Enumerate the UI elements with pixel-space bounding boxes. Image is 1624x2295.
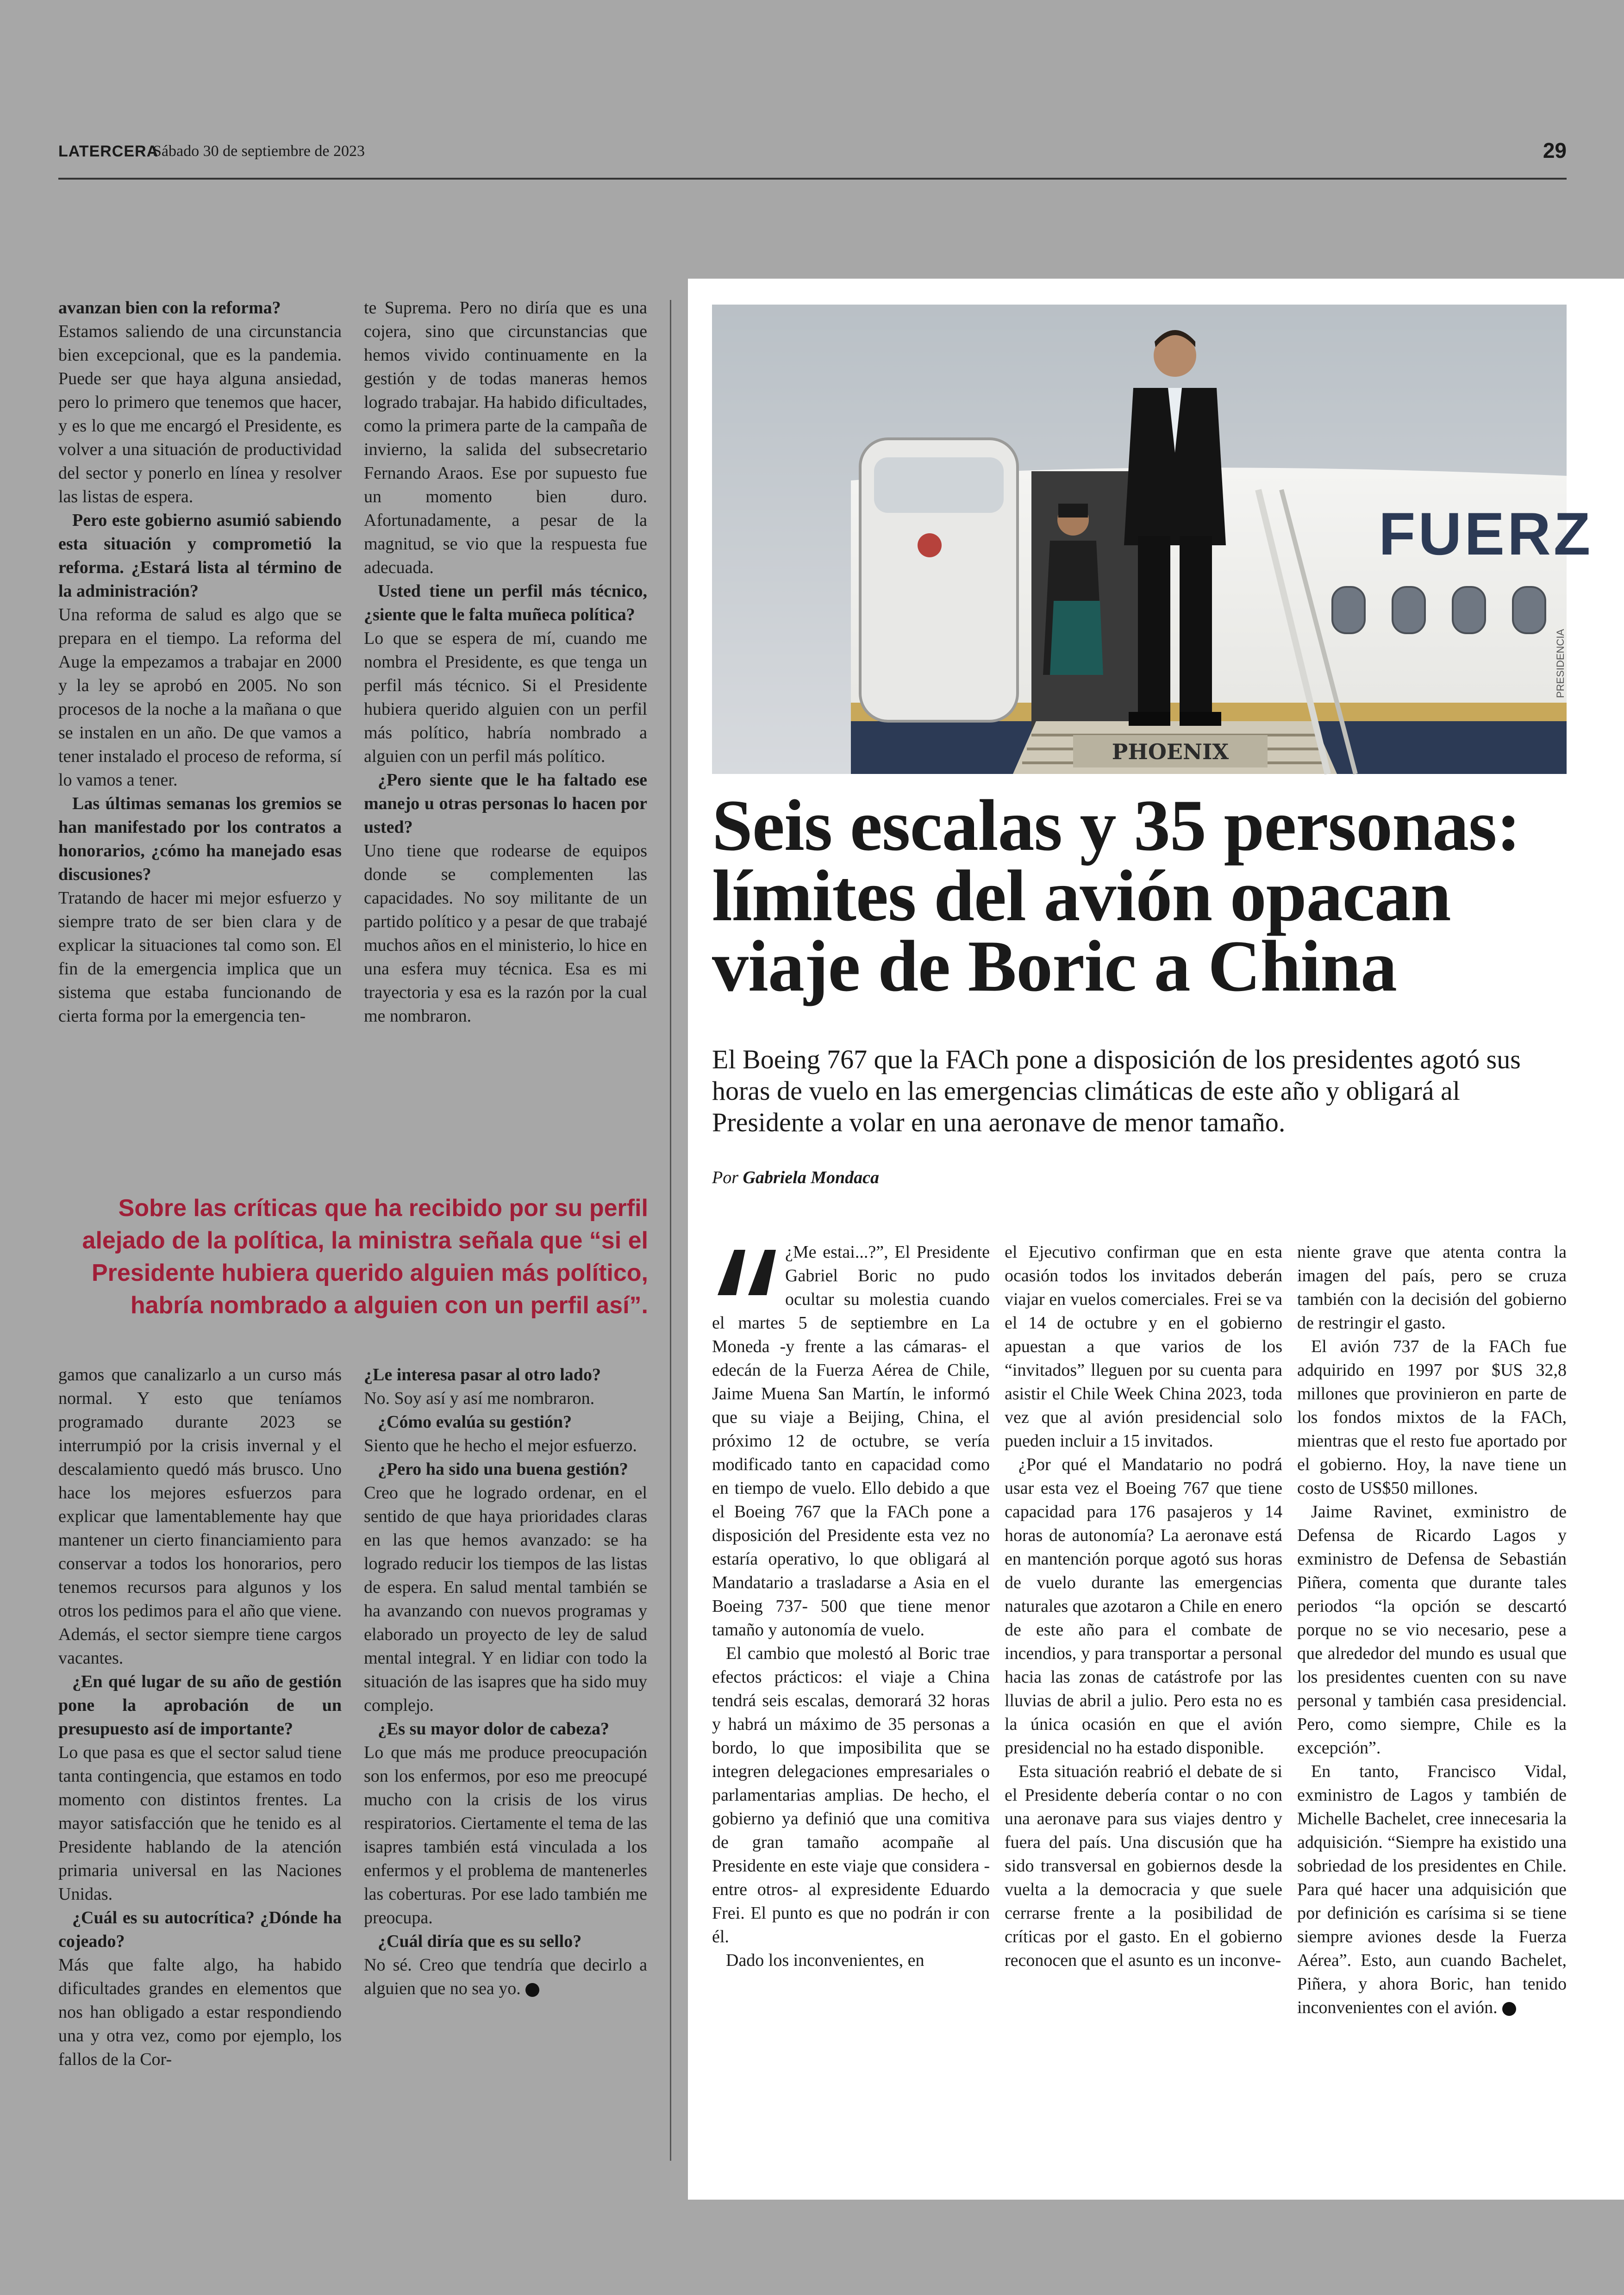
byline-prefix: Por <box>712 1168 738 1187</box>
end-of-article-mark <box>525 1983 539 1997</box>
interview-question: Pero este gobierno asumió sabiendo esta situación y comprometió la reforma. ¿Estará lista al término de la administración? <box>58 511 342 601</box>
article-headline: Seis escalas y 35 personas: límites del avión opacan viaje de Boric a China <box>712 785 1521 1007</box>
interview-answer: No. Soy así y así me nombraron. <box>364 1389 595 1408</box>
interview-answer: Creo que he logrado ordenar, en el sentido de que haya prioridades claras en las que hemos avanzado: se ha logrado reducir los tiempos de las listas de espera. En salud mental también se ha avanzando con nuevos programas y elaborado un proyecto de ley de salud mental integral. Y en lidiar con todo la situación de las isapres que ha sido muy complejo. <box>364 1483 647 1715</box>
interview-question: ¿Pero siente que le ha faltado ese manejo u otras personas lo hacen por usted? <box>364 770 647 837</box>
interview-answer: gamos que canalizarlo a un curso más normal. Y esto que teníamos programado durante 2023 se interrumpió por la crisis invernal y el descalamiento quedó más brusco. Uno hace los mejores esfuerzos para explicar que lamentablemente hay que mantener un cierto financiamiento para conservar a todos los honorarios, pero tenemos recursos para algunos y los otros los pedimos para el año que viene. Además, el sector siempre tiene cargos vacantes. <box>58 1365 342 1668</box>
interview-question: ¿Cómo evalúa su gestión? <box>378 1412 572 1432</box>
interview-column-1-bottom <box>58 1363 342 2164</box>
article-paragraph: Esta situación reabrió el debate de si el Presidente debería contar o no con una aeronave para sus viajes dentro y fuera del país. Una discusión que ha sido transversal en gobiernos desde la vuelta a la democracia y que suele cerrarse frente a la posibilidad de críticas por el gasto. En el gobierno reconocen que el asunto es un inconve- <box>1005 1762 1282 1970</box>
newspaper-brand: LATERCERA <box>58 143 159 160</box>
interview-answer: Tratando de hacer mi mejor esfuerzo y siempre trato de ser bien clara y de explicar la situaciones tal como son. El fin de la emergencia implica que un sistema que estaba funcionando de cierta forma por la emergencia ten- <box>58 888 342 1026</box>
article-paragraph: niente grave que atenta contra la imagen del país, pero se cruza también con la decisión del gobierno de restringir el gasto. <box>1297 1242 1567 1333</box>
interview-column-2-bottom <box>364 1363 647 2164</box>
interview-answer: Uno tiene que rodearse de equipos donde se complementen las capacidades. No soy militante de un partido político y a pesar de que trabajé muchos años en el ministerio, lo hice en una esfera muy técnica. Esa es mi trayectoria y esa es la razón por la cual me nombraron. <box>364 841 647 1026</box>
issue-date: Sábado 30 de septiembre de 2023 <box>153 143 365 160</box>
interview-answer: Lo que se espera de mí, cuando me nombra el Presidente, es que tenga un perfil más técnico. Si el Presidente hubiera querido alguien con un perfil más político, habría nombrado a alguien con un perfil más político. <box>364 629 647 766</box>
interview-answer: te Suprema. Pero no diría que es una cojera, sino que circunstancias que hemos vivido continuamente en la gestión y de todas maneras hemos logrado trabajar. Ha habido dificultades, como la primera parte de la campaña de invierno, la salida del subsecretario Fernando Araos. Ese por supuesto fue un momento bien duro. Afortunadamente, a pesar de la magnitud, se vio que la respuesta fue adecuada. <box>364 298 648 577</box>
opening-quote-icon <box>712 1241 781 1310</box>
interview-answer: Una reforma de salud es algo que se prepara en el tiempo. La reforma del Auge la empezamos a trabajar en 2000 y la ley se aprobó en 2005. No son procesos de la noche a la mañana o que se instalen en un año. De que vamos a tener instalado el proceso de reforma, sí lo vamos a tener. <box>58 605 342 790</box>
article-paragraph: En tanto, Francisco Vidal, exministro de Lagos y también de Michelle Bachelet, cree innecesaria la adquisición. “Siempre ha existido una sobriedad de los presidentes en Chile. Para qué hacer una adquisición que por definición es carísima si se tiene siempre aviones desde la Fuerza Aérea”. Esto, aun cuando Bachelet, Piñera, y ahora Boric, han tenido inconvenientes con el avión. <box>1297 1762 1567 2017</box>
article-paragraph: Dado los inconvenientes, en <box>726 1951 924 1970</box>
article-paragraph: Jaime Ravinet, exministro de Defensa de Ricardo Lagos y exministro de Defensa de Sebastián Piñera, comenta que durante tales periodos “la opción se descartó porque no se vio necesario, pese a que alrededor del mundo es usual que los presidentes cuenten con su nave personal y también casa presidencial. Pero, como siempre, Chile es la excepción”. <box>1297 1502 1567 1758</box>
interview-column-1-top <box>58 296 342 1166</box>
byline <box>712 1167 879 1188</box>
window-1 <box>1332 587 1365 633</box>
svg-text:PHOENIX: PHOENIX <box>1112 739 1229 764</box>
byline-author: Gabriela Mondaca <box>743 1168 879 1187</box>
column-divider <box>670 300 671 2161</box>
interview-question: ¿Le interesa pasar al otro lado? <box>364 1365 601 1384</box>
interview-question: avanzan bien con la reforma? <box>58 298 281 318</box>
article-paragraph: el Ejecutivo confirman que en esta ocasión todos los invitados deberán viajar en vuelos comerciales. Frei se va el 14 de octubre y en el gobierno apuestan a que varios de los “invitados” lleguen por su cuenta para asistir el Chile Week China 2023, toda vez que al avión presidencial solo pueden incluir a 15 invitados. <box>1005 1242 1282 1451</box>
interview-answer: Lo que pasa es que el sector salud tiene tanta contingencia, que estamos en todo momento con distintos frentes. La mayor satisfacción que he tenido es al Presidente hablando de la atención primaria universal en las Naciones Unidas. <box>58 1743 342 1904</box>
interview-question: ¿En qué lugar de su año de gestión pone la aprobación de un presupuesto así de importante? <box>58 1672 342 1739</box>
interview-answer: No sé. Creo que tendría que decirlo a alguien que no sea yo. <box>364 1955 647 1998</box>
article-deck: El Boeing 767 que la FACh pone a disposición de los presidentes agotó sus horas de vuelo en las emergencias climáticas de este año y obligará al Presidente a volar en una aeronave de menor tamaño. <box>712 1044 1521 1137</box>
pull-quote: Sobre las críticas que ha recibido por su perfil alejado de la política, la ministra señala que “si el Presidente hubiera querido alguien más político, habría nombrado a alguien con un perfil así”. <box>82 1195 648 1319</box>
interview-answer: Lo que más me produce preocupación son los enfermos, por eso me preocupé mucho con la crisis de los virus respiratorios. Ciertamente el tema de las isapres también está vinculada a los enfermos y el problema de mantenerles las coberturas. Por ese lado también me preocupa. <box>364 1743 647 1927</box>
interview-answer: Estamos saliendo de una circunstancia bien excepcional, que es la pandemia. Puede ser que haya alguna ansiedad, pero lo primero que tenemos que hacer, y es lo que me encargó el Presidente, es volver a una situación de productividad del sector y ponerlo en línea y resolver las listas de espera. <box>58 322 342 506</box>
article-column-3 <box>1297 1241 1567 2166</box>
interview-question: ¿Es su mayor dolor de cabeza? <box>378 1719 609 1739</box>
article-paragraph: El cambio que molestó al Boric trae efectos prácticos: el viaje a China tendrá seis escalas, demorará 32 horas y habrá un máximo de 35 personas a bordo, lo que imposibilita que se integren delegaciones empresariales o parlamentarias amplias. De hecho, el gobierno ya definió que una comitiva de gran tamaño acompañe al Presidente en este viaje que considera -entre otros- al expresidente Eduardo Frei. El punto es que no podrán ir con él. <box>712 1644 990 1946</box>
article-paragraph: ¿Me estai...?”, El Presidente Gabriel Boric no pudo ocultar su molestia cuando el martes 5 de septiembre en La Moneda -y frente a las cámaras- el edecán de la Fuerza Aérea de Chile, Jaime Muena San Martín, le informó que su viaje a Beijing, China, el próximo 12 de octubre, se vería modificado tanto en capacidad como en tiempo de vuelo. Ello debido a que el Boeing 767 que la FACh pone a disposición del Presidente esta vez no estaría operativo, lo que obligará al Mandatario a trasladarse a Asia en el Boeing 737- 500 que tiene menor tamaño y autonomía de vuelo. <box>712 1242 990 1640</box>
interview-answer: Siento que he hecho el mejor esfuerzo. <box>364 1436 637 1455</box>
article-paragraph: ¿Por qué el Mandatario no podrá usar esta vez el Boeing 767 que tiene capacidad para 176 pasajeros y 14 horas de autonomía? La aeronave está en mantención porque agotó sus horas de vuelo durante las emergencias naturales que azotaron a Chile en enero de este año para el combate de incendios, y para transportar a personal hacia las zonas de catástrofe por las lluvias de abril a julio. Pero esta no es la única ocasión en que el avión presidencial no ha estado disponible. <box>1005 1455 1282 1758</box>
page-header <box>58 137 1567 180</box>
page-number: 29 <box>1543 138 1567 162</box>
article-photo <box>712 305 1593 774</box>
interview-answer: Más que falte algo, ha habido dificultades grandes en elementos que nos han obligado a estar respondiendo una y otra vez, como por ejemplo, los fallos de la Cor- <box>58 1955 342 2069</box>
end-of-article-mark <box>1502 2002 1516 2016</box>
article-column-1 <box>712 1241 990 2166</box>
photo-credit: PRESIDENCIA <box>1555 629 1566 698</box>
interview-question: ¿Pero ha sido una buena gestión? <box>378 1459 628 1479</box>
fuselage-lettering: FUERZ <box>1379 500 1593 568</box>
interview-question: Usted tiene un perfil más técnico, ¿siente que le falta muñeca política? <box>364 581 647 624</box>
interview-column-2-top <box>364 296 647 1166</box>
interview-question: ¿Cuál es su autocrítica? ¿Dónde ha cojeado? <box>58 1908 342 1951</box>
article-column-2 <box>1005 1241 1282 2166</box>
interview-question: ¿Cuál diría que es su sello? <box>378 1932 582 1951</box>
article-paragraph: El avión 737 de la FACh fue adquirido en 1997 por $US 32,8 millones que provinieron en parte de los fondos mixtos de la FACh, mientras que el resto fue aportado por el gobierno. Hoy, la nave tiene un costo de US$50 millones. <box>1297 1337 1567 1498</box>
interview-question: Las últimas semanas los gremios se han manifestado por los contratos a honorarios, ¿cómo ha manejado esas discusiones? <box>58 794 342 884</box>
